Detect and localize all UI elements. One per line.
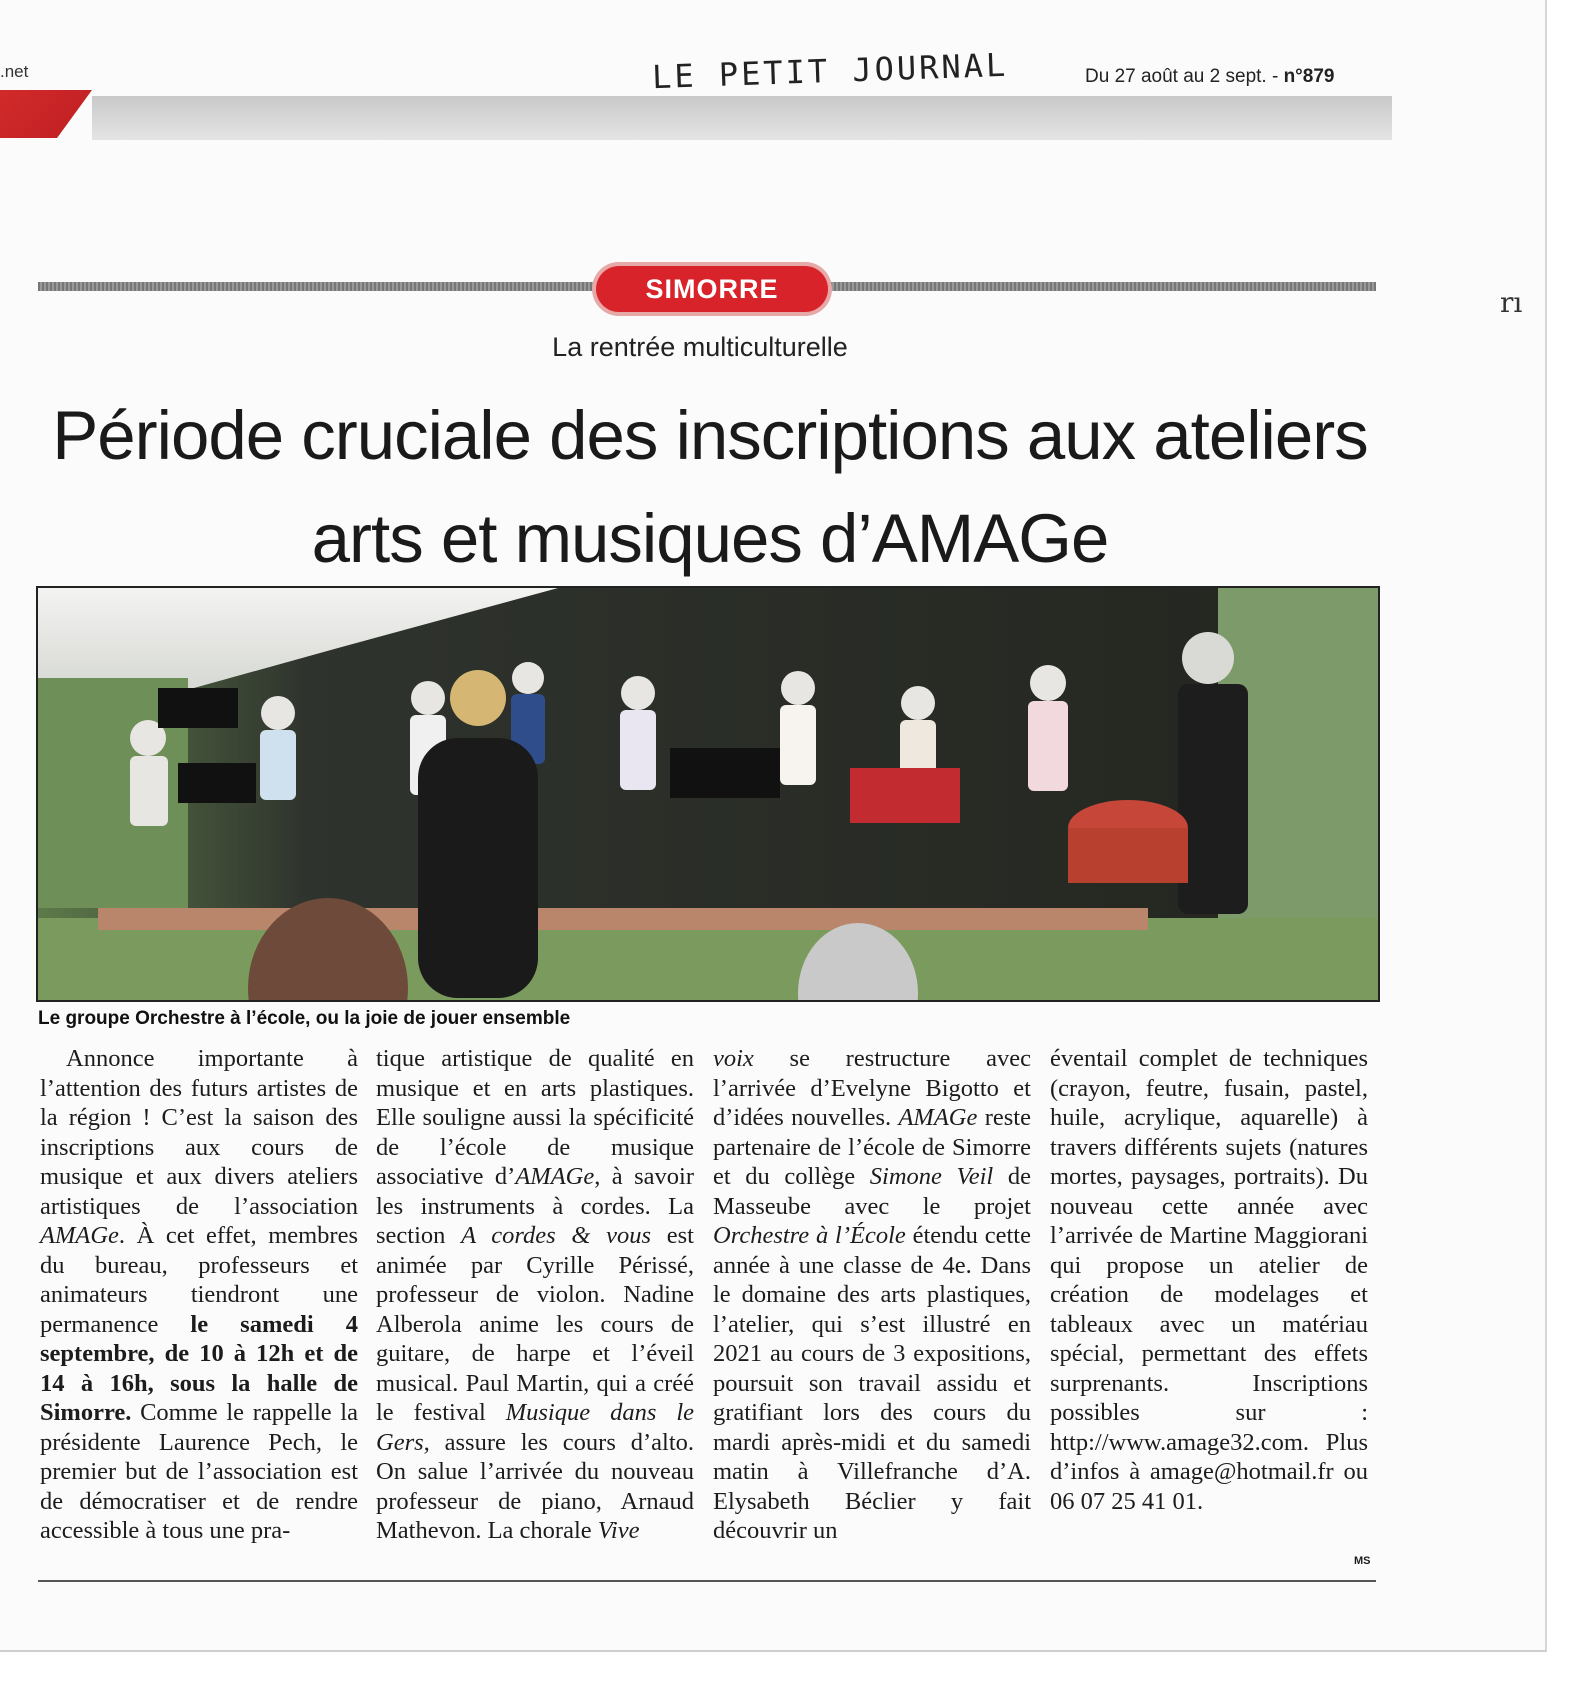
body-text: tique artistique de qualité en musique et en arts plastiques. Elle souligne aussi la spécificité de l’école de musique associative d’ xyxy=(376,1045,694,1190)
header-band xyxy=(92,96,1392,140)
italic-text: AMAGe xyxy=(898,1104,978,1131)
issue-number: n°879 xyxy=(1283,66,1335,87)
emphasis-text: le samedi 4 septembre, de 10 à 12h et de 14 à 16h, sous la halle de Simorre. xyxy=(40,1310,358,1426)
body-text: assure les cours d’alto. On salue l’arrivée du nouveau professeur de piano, Arnaud Mathevon. La chorale xyxy=(376,1428,694,1544)
italic-text: Vive xyxy=(597,1517,640,1544)
journal-name-handwritten: LE PETIT JOURNAL xyxy=(651,45,1009,97)
italic-text: voix xyxy=(713,1045,754,1072)
italic-text: AMAGe xyxy=(515,1163,595,1190)
body-text: . À cet effet, membres du bureau, professeurs et animateurs tiendront une permanence xyxy=(40,1222,358,1338)
body-text: est animée par Cyrille Périssé, professeur de violon. Nadine Alberola anime les cours de guitare, de harpe et l’éveil musical. Paul Martin, qui a créé le festival xyxy=(376,1222,694,1426)
orchestra-photo xyxy=(36,586,1380,1002)
body-text: éventail complet de techniques (crayon, feutre, fusain, pastel, huile, acrylique, aquarelle) à travers différents sujets (natures mortes, paysages, portraits). Du nouveau cette année avec l’arrivée de Martine Maggiorani qui propose un atelier de création de modelages et tableaux avec un matériau spécial, permettant des effets surprenants. Inscriptions possibles sur : http://www.amage32.com. Plus d’infos à amage@hotmail.fr ou 06 07 25 41 01. xyxy=(1050,1045,1368,1515)
article-column xyxy=(1050,1044,1368,1516)
red-corner-accent xyxy=(0,90,92,138)
adjacent-page-fragment: rı xyxy=(1500,286,1523,319)
body-text: étendu cette année à une classe de 4e. Dans le domaine des arts plastiques, l’atelier, qui s’est illustré en 2021 au cours de 3 expositions, poursuit son travail assidu et gratifiant lors des cours du mardi après-midi et du samedi matin à Villefranche d’A. Elysabeth Béclier y fait découvrir un xyxy=(713,1222,1031,1544)
article-column xyxy=(40,1044,358,1546)
article-kicker: La rentrée multiculturelle xyxy=(552,332,848,362)
issue-date-range: Du 27 août au 2 sept. - xyxy=(1085,66,1279,87)
body-text: , à savoir les instruments à cordes. La section xyxy=(376,1163,694,1249)
italic-text: Musique dans le Gers, xyxy=(376,1399,695,1456)
italic-text: Simone Veil xyxy=(869,1163,994,1190)
issue-info xyxy=(1085,66,1334,88)
article-headline: Période cruciale des inscriptions aux ateliers arts et musiques d’AMAGe xyxy=(52,397,1368,577)
section-badge: SIMORRE xyxy=(596,266,828,312)
photo-caption: Le groupe Orchestre à l’école, ou la joie de jouer ensemble xyxy=(38,1008,571,1029)
orchestra-photo-illustration xyxy=(38,588,1378,1000)
bottom-rule xyxy=(38,1580,1376,1582)
body-text: de Masseube avec le projet xyxy=(713,1163,1031,1220)
body-text: reste partenaire de l’école de Simorre et du collège xyxy=(713,1104,1031,1190)
italic-text: AMAGe xyxy=(40,1222,119,1249)
site-url-fragment: .net xyxy=(0,62,29,81)
article-column xyxy=(713,1044,1031,1546)
body-text: Annonce importante à l’attention des futurs artistes de la région ! C’est la saison des inscriptions aux cours de musique et aux divers ateliers artistiques de l’association xyxy=(40,1045,358,1220)
italic-text: A cordes & vous xyxy=(461,1222,652,1249)
article-column xyxy=(376,1044,694,1546)
author-signature: MS xyxy=(1354,1555,1371,1567)
italic-text: Orchestre à l’École xyxy=(713,1222,906,1249)
body-text: se restructure avec l’arrivée d’Evelyne Bigotto et d’idées nouvelles. xyxy=(713,1045,1031,1131)
body-text: Comme le rappelle la présidente Laurence Pech, le premier but de l’association est de démocratiser et de rendre accessible à tous une pra- xyxy=(40,1399,358,1544)
